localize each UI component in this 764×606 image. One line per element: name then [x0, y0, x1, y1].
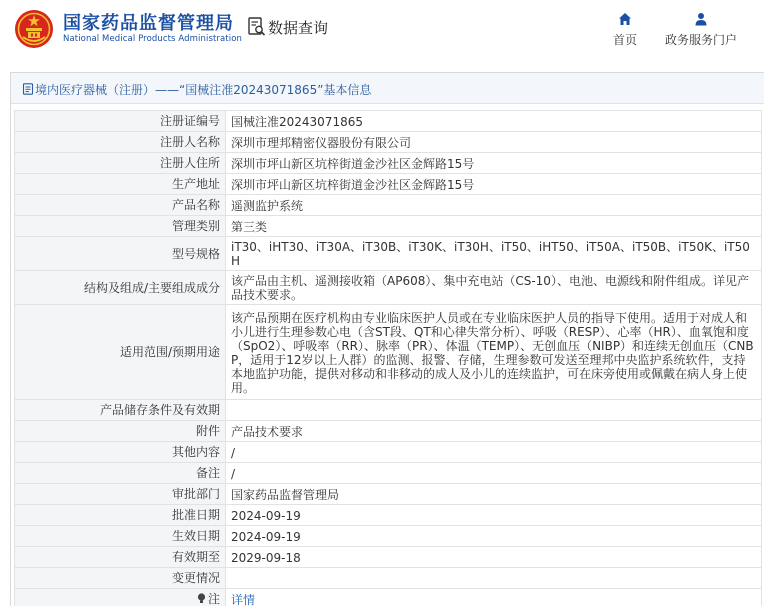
- site-header: [0, 0, 764, 64]
- table-row: [15, 547, 762, 568]
- field-label: 批准日期: [15, 505, 226, 526]
- field-value: 2024-09-19: [226, 505, 762, 526]
- field-value: [226, 589, 762, 606]
- field-label: 其他内容: [15, 442, 226, 463]
- field-value: 产品技术要求: [226, 421, 762, 442]
- agency-name-cn: 国家药品监督管理局: [63, 13, 234, 34]
- field-label: 变更情况: [15, 568, 226, 589]
- field-label: 备注: [15, 463, 226, 484]
- field-label: 管理类别: [15, 216, 226, 237]
- nav-home-label: 首页: [612, 33, 637, 47]
- device-info-panel: [10, 72, 764, 606]
- field-value: 国家药品监督管理局: [226, 484, 762, 505]
- table-row: [15, 400, 762, 421]
- agency-name-en: National Medical Products Administration: [63, 34, 242, 44]
- field-value: /: [226, 463, 762, 484]
- field-value: [226, 568, 762, 589]
- field-value: 深圳市坪山新区坑梓街道金沙社区金辉路15号: [226, 174, 762, 195]
- field-value: 该产品由主机、遥测接收箱（AP608）、集中充电站（CS-10）、电池、电源线和附件组成。详见产品技术要求。: [226, 271, 762, 305]
- field-value: 第三类: [226, 216, 762, 237]
- panel-header: [11, 73, 764, 104]
- table-row: [15, 505, 762, 526]
- table-row: [15, 484, 762, 505]
- field-value: 该产品预期在医疗机构由专业临床医护人员或在专业临床医护人员的指导下使用。适用于对成人和小儿进行生理参数心电（含ST段、QT和心律失常分析）、呼吸（RESP）、心率（HR）、血氧饱和度（SpO2）、呼吸率（RR）、脉率（PR）、体温（TEMP）、无创血压（NIBP）和连续无创血压（CNBP，适用于12岁以上人群）的监测、报警、存储，生理参数可发送至理邦中央监护系统软件，支持本地监护功能，提供对移动和非移动的成人及小儿的连续监护，可在床旁使用或佩戴在病人身上使用。: [226, 305, 762, 400]
- field-label: 结构及组成/主要组成成分: [15, 271, 226, 305]
- nav-service-portal-label: 政务服务门户: [664, 33, 737, 47]
- table-row: [15, 195, 762, 216]
- table-row: [15, 174, 762, 195]
- field-value: [226, 400, 762, 421]
- table-row: [15, 237, 762, 271]
- field-label: 有效期至: [15, 547, 226, 568]
- field-value: 国械注准20243071865: [226, 111, 762, 132]
- panel-title: 境内医疗器械（注册）——“国械注准20243071865”基本信息: [35, 83, 372, 97]
- table-row: [15, 421, 762, 442]
- table-row: [15, 463, 762, 484]
- table-row: [15, 526, 762, 547]
- page-section-title: 数据查询: [268, 19, 329, 37]
- field-value: 深圳市坪山新区坑梓街道金沙社区金辉路15号: [226, 153, 762, 174]
- home-icon: [618, 12, 632, 26]
- table-row: [15, 216, 762, 237]
- field-value: 2029-09-18: [226, 547, 762, 568]
- lightbulb-icon: [197, 593, 206, 604]
- field-label: 注册证编号: [15, 111, 226, 132]
- field-label: 产品储存条件及有效期: [15, 400, 226, 421]
- field-label: 审批部门: [15, 484, 226, 505]
- field-label: 注: [207, 592, 220, 606]
- note-label-cell: [15, 589, 226, 606]
- nav-service-portal-link[interactable]: [661, 12, 741, 48]
- field-label: 生产地址: [15, 174, 226, 195]
- document-icon: [22, 83, 34, 95]
- table-row: [15, 153, 762, 174]
- table-row: [15, 132, 762, 153]
- field-value: iT30、iHT30、iT30A、iT30B、iT30K、iT30H、iT50、iHT50、iT50A、iT50B、iT50K、iT50H: [226, 237, 762, 271]
- table-row: [15, 442, 762, 463]
- details-link[interactable]: 详情: [231, 592, 256, 606]
- table-row: [15, 111, 762, 132]
- data-query-icon: [248, 17, 266, 37]
- field-label: 附件: [15, 421, 226, 442]
- user-icon: [694, 12, 708, 26]
- nav-home-link[interactable]: [608, 12, 642, 48]
- table-row: [15, 271, 762, 305]
- field-label: 注册人住所: [15, 153, 226, 174]
- field-value: /: [226, 442, 762, 463]
- field-label: 注册人名称: [15, 132, 226, 153]
- table-row: [15, 589, 762, 606]
- field-label: 型号规格: [15, 237, 226, 271]
- field-label: 产品名称: [15, 195, 226, 216]
- field-label: 适用范围/预期用途: [15, 305, 226, 400]
- national-emblem-icon: [14, 9, 54, 49]
- field-value: 2024-09-19: [226, 526, 762, 547]
- table-row: [15, 305, 762, 400]
- table-row: [15, 568, 762, 589]
- field-value: 深圳市理邦精密仪器股份有限公司: [226, 132, 762, 153]
- device-info-table: [14, 110, 762, 606]
- field-value: 遥测监护系统: [226, 195, 762, 216]
- field-label: 生效日期: [15, 526, 226, 547]
